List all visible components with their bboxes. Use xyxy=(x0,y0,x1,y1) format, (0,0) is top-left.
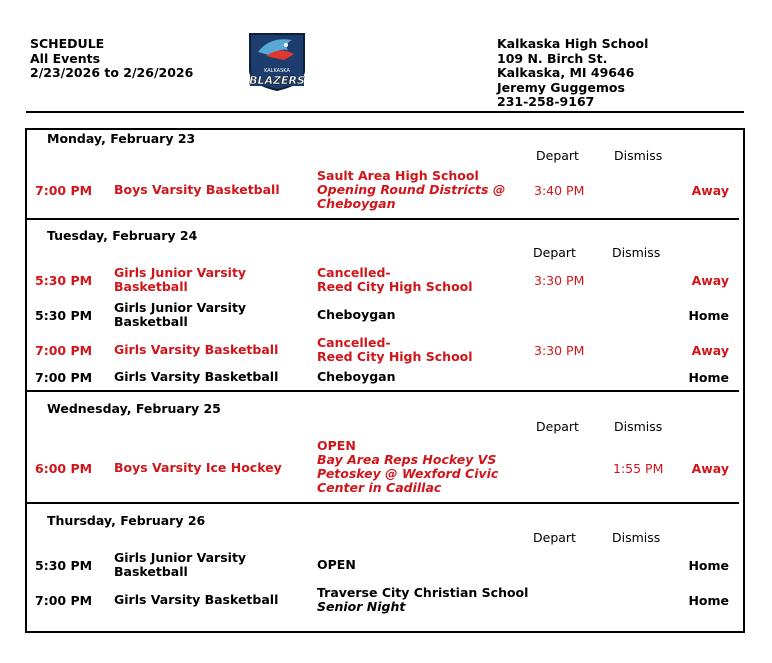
event-location: Away xyxy=(691,183,729,198)
event-location: Home xyxy=(688,558,729,573)
event-sport: Girls Junior Varsity Basketball xyxy=(114,550,247,579)
opponent-note: Bay Area Reps Hockey VS Petoskey @ Wexford Civic Center in Cadillac xyxy=(317,452,499,495)
event-depart: 3:40 PM xyxy=(534,183,585,198)
event-opponent: Cheboygan xyxy=(317,369,396,384)
school-street: 109 N. Birch St. xyxy=(497,50,608,66)
logo-small-text: KALKASKA xyxy=(264,68,290,74)
depart-header: Depart xyxy=(533,245,576,260)
event-opponent xyxy=(317,266,537,294)
opponent-line-1: Cancelled- xyxy=(317,265,391,280)
event-row xyxy=(27,169,739,211)
event-sport: Girls Junior Varsity Basketball xyxy=(114,300,247,329)
day-heading: Wednesday, February 25 xyxy=(47,401,221,416)
schedule-header-left xyxy=(30,37,193,81)
event-time: 6:00 PM xyxy=(35,461,93,476)
depart-header: Depart xyxy=(533,530,576,545)
school-city: Kalkaska, MI 49646 xyxy=(497,65,635,80)
school-name: Kalkaska High School xyxy=(497,36,649,51)
opponent-line-2: Reed City High School xyxy=(317,349,473,364)
schedule-subtitle: All Events xyxy=(30,50,101,66)
event-sport: Girls Varsity Basketball xyxy=(114,342,279,357)
day-separator xyxy=(27,390,739,392)
event-sport: Boys Varsity Basketball xyxy=(114,182,280,197)
event-sport: Girls Varsity Basketball xyxy=(114,369,279,384)
header-divider xyxy=(26,111,744,113)
logo-text: BLAZERS xyxy=(249,74,305,87)
opponent-line-1: Sault Area High School xyxy=(317,168,479,183)
event-depart: 3:30 PM xyxy=(534,273,585,288)
event-time: 5:30 PM xyxy=(35,308,93,323)
dismiss-header: Dismiss xyxy=(614,419,663,434)
event-location: Home xyxy=(688,370,729,385)
opponent-line-1: Traverse City Christian School xyxy=(317,585,529,600)
day-heading: Monday, February 23 xyxy=(47,131,196,146)
event-opponent xyxy=(317,336,537,364)
dismiss-header: Dismiss xyxy=(612,245,661,260)
opponent-line-2: Reed City High School xyxy=(317,279,473,294)
event-row xyxy=(27,551,739,581)
schedule-title: SCHEDULE xyxy=(30,36,105,51)
opponent-note: Opening Round Districts @ Cheboygan xyxy=(317,182,506,211)
event-opponent xyxy=(317,439,517,495)
day-separator xyxy=(27,218,739,220)
blazers-logo xyxy=(244,30,310,92)
event-time: 7:00 PM xyxy=(35,370,93,385)
event-row xyxy=(27,266,739,296)
event-row xyxy=(27,439,739,497)
opponent-line-1: Cancelled- xyxy=(317,335,391,350)
event-row xyxy=(27,301,739,331)
contact-name: Jeremy Guggemos xyxy=(497,79,625,95)
event-time: 7:00 PM xyxy=(35,593,93,608)
event-location: Away xyxy=(691,461,729,476)
opponent-note: Senior Night xyxy=(317,599,406,614)
day-separator xyxy=(27,502,739,504)
opponent-line-1: OPEN xyxy=(317,438,356,453)
schedule-date-range: 2/23/2026 to 2/26/2026 xyxy=(30,65,194,80)
day-heading: Thursday, February 26 xyxy=(47,513,206,528)
event-location: Away xyxy=(691,273,729,288)
event-opponent: Cheboygan xyxy=(317,307,396,322)
school-address xyxy=(497,37,648,110)
day-heading: Tuesday, February 24 xyxy=(47,228,198,243)
dismiss-header: Dismiss xyxy=(612,530,661,545)
event-opponent xyxy=(317,586,537,614)
event-time: 5:30 PM xyxy=(35,273,93,288)
event-sport: Girls Junior Varsity Basketball xyxy=(114,265,247,294)
depart-header: Depart xyxy=(536,419,579,434)
event-row xyxy=(27,370,739,386)
event-sport: Boys Varsity Ice Hockey xyxy=(114,460,282,475)
event-row xyxy=(27,336,739,366)
event-opponent: OPEN xyxy=(317,557,356,572)
event-time: 5:30 PM xyxy=(35,558,93,573)
event-time: 7:00 PM xyxy=(35,343,93,358)
event-location: Home xyxy=(688,593,729,608)
event-location: Away xyxy=(691,343,729,358)
event-row xyxy=(27,586,739,616)
contact-phone: 231-258-9167 xyxy=(497,94,595,109)
event-location: Home xyxy=(688,308,729,323)
event-depart: 3:30 PM xyxy=(534,343,585,358)
event-sport: Girls Varsity Basketball xyxy=(114,592,279,607)
dismiss-header: Dismiss xyxy=(614,148,663,163)
event-opponent xyxy=(317,169,537,211)
event-dismiss: 1:55 PM xyxy=(613,461,664,476)
depart-header: Depart xyxy=(536,148,579,163)
event-time: 7:00 PM xyxy=(35,183,93,198)
